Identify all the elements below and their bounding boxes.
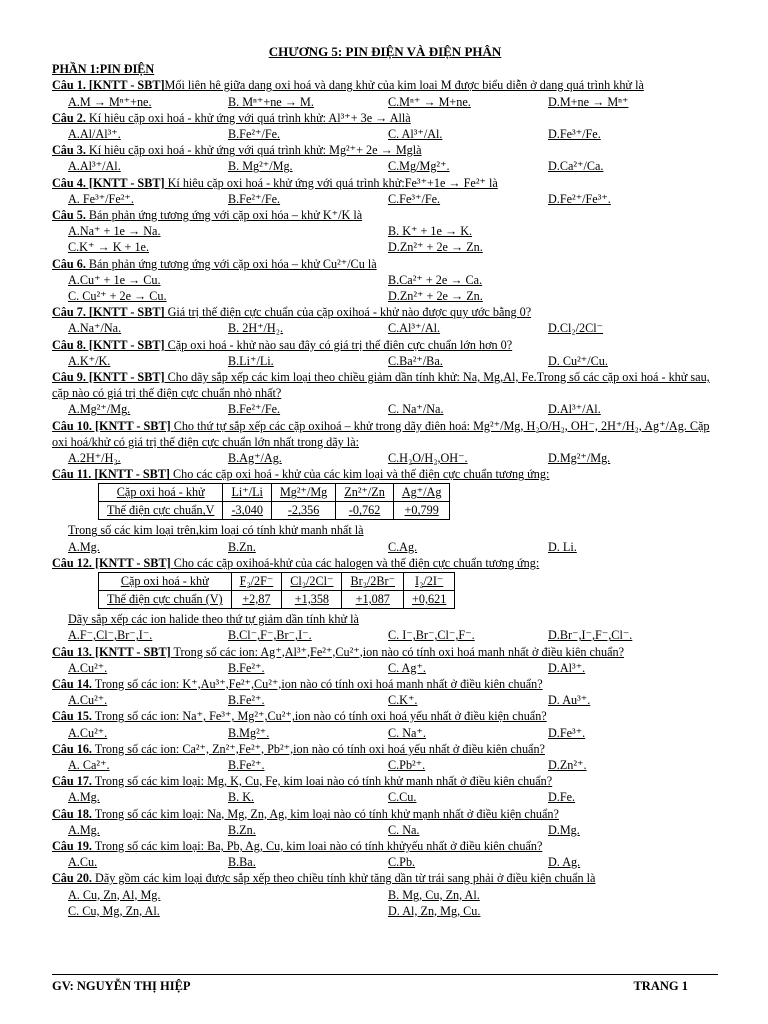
question-label: Câu 13. [KNTT - SBT] — [52, 644, 171, 659]
question-label: Câu 12. [KNTT - SBT] — [52, 555, 171, 570]
table-cell: Zn²⁺/Zn — [336, 484, 394, 502]
question-label: Câu 14. — [52, 676, 92, 691]
option-b: B.Cl⁻,F⁻,Br⁻,I⁻. — [228, 628, 312, 643]
question-text: Mối liên hê giữa dang oxi hoá và dang khử của kim loai M được biểu diễn ở dang quá trình khử là — [164, 78, 644, 93]
teacher-name: GV: NGUYỄN THỊ HIỆP — [52, 979, 191, 993]
question-text: Trong số các ion: Ag⁺,Al³⁺,Fe²⁺,Cu²⁺,ion nào có tính oxi hoá manh nhất ở điều kiên chuẩn? — [173, 644, 625, 659]
option-d: D.Fe²⁺/Fe³⁺. — [548, 191, 611, 206]
option-a: A. Cu, Zn, Al, Mg. — [68, 887, 161, 902]
question-10 — [52, 418, 718, 450]
option-b: B.Li⁺/Li. — [228, 353, 274, 368]
option-b: B.Ca²⁺ + 2e → Ca. — [388, 272, 483, 287]
option-b: B. K. — [228, 790, 255, 805]
options-1 — [52, 94, 718, 110]
question-20 — [52, 870, 718, 886]
question-label: Câu 19. — [52, 838, 92, 853]
option-a: A.Mg. — [68, 790, 100, 805]
table-cell: -3,040 — [223, 502, 271, 520]
question-text: Kí hiêu cặp oxi hoá - khử ứng với quá trình khử:Fe³⁺+1e → Fe²⁺ là — [167, 175, 498, 190]
option-c: C. Na⁺/Na. — [388, 402, 444, 417]
option-d: D. Ag. — [548, 855, 581, 870]
option-b: B.Mg²⁺. — [228, 725, 270, 740]
option-d: D. Cu²⁺/Cu. — [548, 353, 608, 368]
option-a: A.Al³⁺/Al. — [68, 159, 121, 174]
option-b: B. K⁺ + 1e → K. — [388, 224, 473, 239]
question-label: Câu 11. [KNTT - SBT] — [52, 467, 170, 482]
option-a: A.F⁻,Cl⁻,Br⁻,I⁻. — [68, 628, 153, 643]
option-b: B.Fe²⁺/Fe. — [228, 191, 281, 206]
option-d: D.Al³⁺. — [548, 660, 586, 675]
potential-table-metals — [98, 483, 450, 520]
question-label: Câu 20. — [52, 871, 92, 886]
question-text: Cho các cặp oxi hoá - khử của các kim loại và thế điện cực chuẩn tương ứng: — [173, 467, 550, 482]
question-text: Trong số các ion: Na⁺, Fe³⁺, Mg²⁺,Cu²⁺,ion nào có tính oxi hoá yếu nhất ở điều kiện chuẩn? — [94, 709, 547, 724]
options-20 — [52, 887, 718, 919]
options-4 — [52, 191, 718, 207]
option-b: B.Ag⁺/Ag. — [228, 451, 282, 466]
page-number: TRANG 1 — [633, 979, 688, 993]
question-text: Trong số các kim loại: Mg, K, Cu, Fe, kim loai nào có tính khử manh nhất ở điều kiên chuẩn? — [94, 774, 553, 789]
options-5 — [52, 223, 718, 255]
option-b: B. Mg²⁺/Mg. — [228, 159, 293, 174]
options-6 — [52, 272, 718, 304]
options-12 — [52, 627, 718, 643]
option-c: C. Cu, Mg, Zn, Al. — [68, 903, 160, 918]
option-b: B. Mg, Cu, Zn, Al. — [388, 887, 480, 902]
options-7 — [52, 320, 718, 336]
option-c: C.Cu. — [388, 790, 417, 805]
chapter-title: CHƯƠNG 5: PIN ĐIỆN VÀ ĐIỆN PHÂN — [268, 44, 502, 59]
question-text: Bán phản ứng tương ứng với cặp oxi hóa – khử Cu²⁺/Cu là — [88, 256, 377, 271]
table-cell: +0,799 — [393, 502, 450, 520]
question-text: Cho thứ tự sắp xếp các cặp oxihoá – khử trong dãy điên hoá: Mg²⁺/Mg, H₂O/H₂, OH⁻, 2H⁺/H₂, Ag⁺/Ag. Cặp oxi hoá/khử có giá trị thế điện cực chuẩn lớn nhất trong dãy là: — [52, 418, 710, 449]
option-a: A.Al/Al³⁺. — [68, 127, 121, 142]
question-4 — [52, 175, 718, 191]
option-c: C. Na⁺. — [388, 725, 426, 740]
question-text: Cặp oxi hoá - khử nào sau đây có giá trị thế điên cực chuẩn lớn hơn 0? — [167, 337, 513, 352]
question-text: Cho các cặp oxihoá-khử của các halogen và thế điện cực chuẩn tương ứng: — [173, 555, 540, 570]
question-label: Câu 16. — [52, 741, 92, 756]
table-cell: Thế điện cực chuẩn,V — [99, 502, 223, 520]
options-9 — [52, 401, 718, 417]
option-a: A. Ca²⁺. — [68, 757, 110, 772]
worksheet-page — [52, 44, 718, 919]
option-b: B.Zn. — [228, 822, 256, 837]
table-cell: Cặp oxi hoá - khử — [99, 573, 232, 591]
question-1 — [52, 77, 718, 93]
question-8 — [52, 337, 718, 353]
option-c: C. I⁻,Br⁻,Cl⁻,F⁻. — [388, 628, 475, 643]
question-15 — [52, 708, 718, 724]
question-text: Bán phản ứng tương ứng với cặp oxi hóa – khử K⁺/K là — [88, 208, 363, 223]
table-cell: I₂/2I⁻ — [404, 573, 455, 591]
option-b: B.Ba. — [228, 855, 256, 870]
table-cell: +2,87 — [231, 591, 282, 609]
option-b: B.Fe²⁺. — [228, 660, 265, 675]
question-text: Trong số các ion: Ca²⁺, Zn²⁺,Fe²⁺, Pb²⁺,ion nào có tính oxi hoá yếu nhất ở điều kiên chuẩn? — [94, 741, 545, 756]
option-c: C.Mⁿ⁺ → M+ne. — [388, 94, 471, 109]
option-a: A.2H⁺/H₂. — [68, 451, 121, 466]
option-b: B.Zn. — [228, 539, 256, 554]
options-15 — [52, 725, 718, 741]
table-cell: Mg²⁺/Mg — [271, 484, 335, 502]
question-subtext: Trong số các kim loại trên,kim loại có tính khử manh nhất là — [68, 523, 364, 538]
options-13 — [52, 660, 718, 676]
option-b: B.Fe²⁺. — [228, 757, 265, 772]
question-9 — [52, 369, 718, 401]
option-c: C.Pb. — [388, 855, 416, 870]
table-row — [99, 484, 450, 502]
options-3 — [52, 158, 718, 174]
question-label: Câu 9. [KNTT - SBT] — [52, 370, 165, 385]
options-19 — [52, 854, 718, 870]
question-label: Câu 18. — [52, 806, 92, 821]
table-row — [99, 502, 450, 520]
option-a: A.Cu⁺ + 1e → Cu. — [68, 272, 161, 287]
question-text: Cho dãy sắp xếp các kim loại theo chiều giảm dần tính khử: Na, Mg,Al, Fe.Trong số các cặp oxi hoá - khử sau, cặp nào có giá trị thế điện cực chuẩn nhỏ nhất? — [52, 370, 710, 401]
option-c: C.Mg/Mg²⁺. — [388, 159, 450, 174]
table-cell: Cl₂/2Cl⁻ — [282, 573, 342, 591]
option-d: D.M+ne → Mⁿ⁺ — [548, 94, 629, 109]
question-text: Kí hiêu cặp oxi hoá - khử ứng với quá trình khử: Mg²⁺+ 2e → Mglà — [88, 143, 422, 158]
question-11 — [52, 466, 718, 482]
option-d: D.Mg²⁺/Mg. — [548, 451, 611, 466]
question-label: Câu 17. — [52, 774, 92, 789]
question-17 — [52, 773, 718, 789]
question-text: Trong số các kim loại: Ba, Pb, Ag, Cu, kim loai nào có tính khửyếu nhất ở điều kiên chuẩn? — [94, 838, 543, 853]
question-text: Trong số các kim loại: Na, Mg, Zn, Ag, kim loại nào có tính khử mạnh nhất ở điều kiện chuẩn? — [94, 806, 559, 821]
question-18 — [52, 806, 718, 822]
question-subtext: Dãy sắp xếp các ion halide theo thứ tự giảm dần tính khử là — [68, 612, 359, 627]
table-row — [99, 591, 455, 609]
question-2 — [52, 110, 718, 126]
question-label: Câu 10. [KNTT - SBT] — [52, 418, 171, 433]
option-d: D. Al, Zn, Mg, Cu. — [388, 903, 481, 918]
question-label: Câu 2. — [52, 110, 86, 125]
option-d: D.Zn²⁺ + 2e → Zn. — [388, 289, 483, 304]
question-label: Câu 5. — [52, 208, 86, 223]
option-c: C.Al³⁺/Al. — [388, 321, 441, 336]
option-c: C.Pb²⁺. — [388, 757, 426, 772]
option-a: A.K⁺/K. — [68, 353, 111, 368]
table-cell: Br₂/2Br⁻ — [342, 573, 404, 591]
options-18 — [52, 822, 718, 838]
option-d: D. Li. — [548, 539, 577, 554]
option-a: A.Mg. — [68, 822, 100, 837]
question-3 — [52, 142, 718, 158]
option-d: D.Br⁻,I⁻,F⁻,Cl⁻. — [548, 628, 633, 643]
question-12 — [52, 555, 718, 571]
option-c: C.K⁺. — [388, 693, 418, 708]
table-cell: F₂/2F⁻ — [231, 573, 282, 591]
options-10 — [52, 450, 718, 466]
options-8 — [52, 353, 718, 369]
section-title: PHẦN 1:PIN ĐIỆN — [52, 62, 155, 77]
option-a: A.Cu²⁺. — [68, 725, 108, 740]
table-cell: +1,087 — [342, 591, 404, 609]
options-2 — [52, 126, 718, 142]
option-c: C. Na. — [388, 822, 420, 837]
question-label: Câu 7. [KNTT - SBT] — [52, 305, 165, 320]
table-cell: -0,762 — [336, 502, 394, 520]
question-14 — [52, 676, 718, 692]
option-a: A. Fe³⁺/Fe²⁺. — [68, 191, 134, 206]
table-cell: -2,356 — [271, 502, 335, 520]
option-d: D.Cl₂/2Cl⁻ — [548, 321, 604, 336]
option-a: A.Na⁺ + 1e → Na. — [68, 224, 161, 239]
option-d: D.Zn²⁺. — [548, 757, 587, 772]
option-a: A.Cu²⁺. — [68, 693, 108, 708]
option-d: D. Au³⁺. — [548, 693, 591, 708]
question-7 — [52, 304, 718, 320]
option-d: D.Mg. — [548, 822, 580, 837]
option-d: D.Ca²⁺/Ca. — [548, 159, 604, 174]
option-b: B.Fe²⁺/Fe. — [228, 127, 281, 142]
table-row — [99, 573, 455, 591]
table-cell: Cặp oxi hoá - khử — [99, 484, 223, 502]
option-c: C.K⁺ → K + 1e. — [68, 240, 150, 255]
page-footer — [52, 974, 718, 994]
option-b: B. Mⁿ⁺+ne → M. — [228, 94, 314, 109]
option-a: A.Cu²⁺. — [68, 660, 108, 675]
option-c: C.Ba²⁺/Ba. — [388, 353, 443, 368]
options-16 — [52, 757, 718, 773]
option-c: C.Fe³⁺/Fe. — [388, 191, 441, 206]
table-cell: +0,621 — [404, 591, 455, 609]
option-d: D.Al³⁺/Al. — [548, 402, 601, 417]
question-13 — [52, 644, 718, 660]
question-text: Dãy gồm các kim loại được sắp xếp theo chiều tính khử tăng dần từ trái sang phải ở điều kiện chuẩn là — [95, 871, 596, 886]
question-text: Giá trị thế điện cực chuẩn của cặp oxihoá - khử nào được quy ước bằng 0? — [167, 305, 532, 320]
option-a: A.Cu. — [68, 855, 98, 870]
option-a: A.Mg. — [68, 539, 100, 554]
table-cell: +1,358 — [282, 591, 342, 609]
question-label: Câu 6. — [52, 256, 86, 271]
options-11 — [52, 539, 718, 555]
option-a: A.Na⁺/Na. — [68, 321, 122, 336]
question-16 — [52, 741, 718, 757]
question-label: Câu 4. [KNTT - SBT] — [52, 175, 165, 190]
question-text: Kí hiêu cặp oxi hoá - khử ứng với quá trình khử: Al³⁺+ 3e → Allà — [88, 110, 411, 125]
option-b: B.Fe²⁺/Fe. — [228, 402, 281, 417]
option-c: C. Al³⁺/Al. — [388, 127, 443, 142]
question-label: Câu 8. [KNTT - SBT] — [52, 337, 165, 352]
option-d: D.Fe³⁺. — [548, 725, 586, 740]
question-6 — [52, 256, 718, 272]
option-c: C. Cu²⁺ + 2e → Cu. — [68, 289, 167, 304]
option-c: C.Ag. — [388, 539, 418, 554]
option-b: B. 2H⁺/H₂. — [228, 321, 284, 336]
table-cell: Ag⁺/Ag — [393, 484, 450, 502]
options-17 — [52, 789, 718, 805]
option-d: D.Fe³⁺/Fe. — [548, 127, 601, 142]
question-label: Câu 3. — [52, 143, 86, 158]
option-d: D.Zn²⁺ + 2e → Zn. — [388, 240, 483, 255]
option-b: B.Fe²⁺. — [228, 693, 265, 708]
question-label: Câu 15. — [52, 709, 92, 724]
option-a: A.M → Mⁿ⁺+ne. — [68, 94, 152, 109]
option-c: C.H₂O/H₂,OH⁻. — [388, 451, 468, 466]
question-text: Trong số các ion: K⁺,Au³⁺,Fe²⁺,Cu²⁺,ion nào có tính oxi hoá manh nhất ở điều kiên chuẩn? — [94, 676, 543, 691]
option-a: A.Mg²⁺/Mg. — [68, 402, 131, 417]
option-c: C. Ag⁺. — [388, 660, 426, 675]
question-19 — [52, 838, 718, 854]
question-label: Câu 1. [KNTT - SBT] — [52, 78, 165, 93]
potential-table-halogens — [98, 572, 455, 609]
question-5 — [52, 207, 718, 223]
option-d: D.Fe. — [548, 790, 576, 805]
table-cell: Li⁺/Li — [223, 484, 271, 502]
options-14 — [52, 692, 718, 708]
table-cell: Thế điện cực chuẩn (V) — [99, 591, 232, 609]
